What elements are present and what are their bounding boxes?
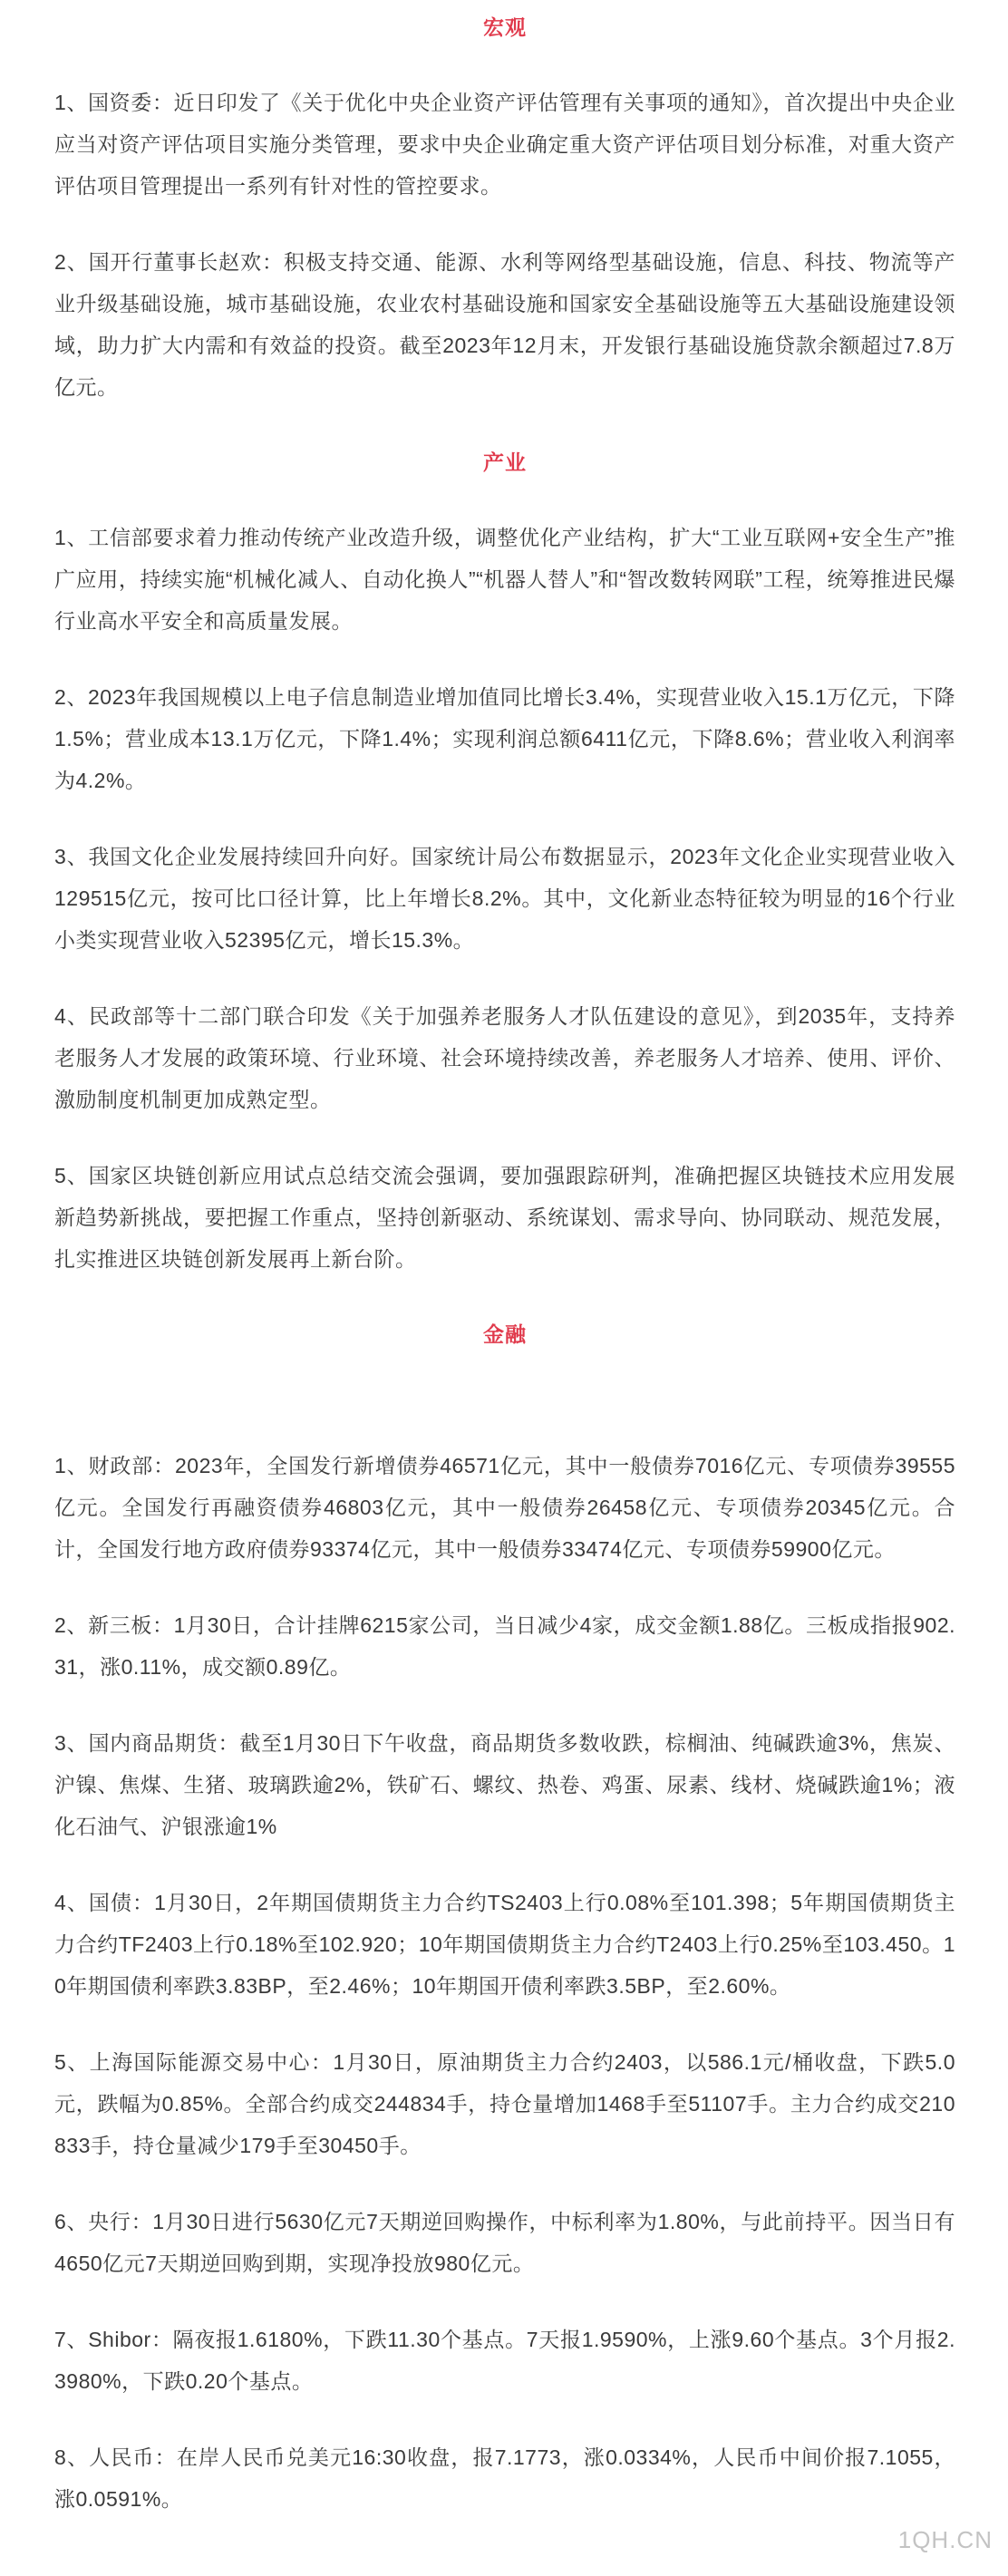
finance-paragraph-3: 3、国内商品期货：截至1月30日下午收盘，商品期货多数收跌，棕榈油、纯碱跌逾3%，焦炭、沪镍、焦煤、生猪、玻璃跌逾2%，铁矿石、螺纹、热卷、鸡蛋、尿素、线材、烧碱跌逾1%；液化石油气、沪银涨逾1% <box>54 1731 955 1838</box>
industry-paragraph-4: 4、民政部等十二部门联合印发《关于加强养老服务人才队伍建设的意见》，到2035年，支持养老服务人才发展的政策环境、行业环境、社会环境持续改善，养老服务人才培养、使用、评价、激励制度机制更加成熟定型。 <box>54 1004 955 1111</box>
finance-paragraph-5: 5、上海国际能源交易中心：1月30日，原油期货主力合约2403，以586.1元/桶收盘，下跌5.0元，跌幅为0.85%。全部合约成交244834手，持仓量增加1468手至51107手。主力合约成交210833手，持仓量减少179手至30450手。 <box>54 2050 955 2157</box>
section-title-industry: 产业 <box>483 450 527 474</box>
finance-paragraph-2: 2、新三板：1月30日，合计挂牌6215家公司，当日减少4家，成交金额1.88亿。三板成指报902.31，涨0.11%，成交额0.89亿。 <box>54 1613 955 1679</box>
finance-paragraph-7: 7、Shibor：隔夜报1.6180%，下跌11.30个基点。7天报1.9590%，上涨9.60个基点。3个月报2.3980%，下跌0.20个基点。 <box>54 2328 955 2393</box>
macro-paragraph-2: 2、国开行董事长赵欢：积极支持交通、能源、水利等网络型基础设施，信息、科技、物流等产业升级基础设施，城市基础设施，农业农村基础设施和国家安全基础设施等五大基础设施建设领域，助力扩大内需和有效益的投资。截至2023年12月末，开发银行基础设施贷款余额超过7.8万亿元。 <box>54 250 955 399</box>
industry-paragraph-3: 3、我国文化企业发展持续回升向好。国家统计局公布数据显示，2023年文化企业实现营业收入129515亿元，按可比口径计算，比上年增长8.2%。其中，文化新业态特征较为明显的16个行业小类实现营业收入52395亿元，增长15.3%。 <box>54 845 955 952</box>
section-title-macro: 宏观 <box>483 15 527 39</box>
finance-paragraph-8: 8、人民币：在岸人民币兑美元16:30收盘，报7.1773，涨0.0334%，人民币中间价报7.1055，涨0.0591%。 <box>54 2445 955 2511</box>
macro-paragraph-1: 1、国资委：近日印发了《关于优化中央企业资产评估管理有关事项的通知》，首次提出中央企业应当对资产评估项目实施分类管理，要求中央企业确定重大资产评估项目划分标准，对重大资产评估项目管理提出一系列有针对性的管控要求。 <box>54 91 955 198</box>
industry-paragraph-5: 5、国家区块链创新应用试点总结交流会强调，要加强跟踪研判，准确把握区块链技术应用发展新趋势新挑战，要把握工作重点，坚持创新驱动、系统谋划、需求导向、协同联动、规范发展，扎实推进区块链创新发展再上新台阶。 <box>54 1164 955 1271</box>
finance-paragraph-1: 1、财政部：2023年，全国发行新增债券46571亿元，其中一般债券7016亿元、专项债券39555亿元。全国发行再融资债券46803亿元，其中一般债券26458亿元、专项债券20345亿元。合计，全国发行地方政府债券93374亿元，其中一般债券33474亿元、专项债券59900亿元。 <box>54 1454 955 1561</box>
finance-paragraph-4: 4、国债：1月30日，2年期国债期货主力合约TS2403上行0.08%至101.398；5年期国债期货主力合约TF2403上行0.18%至102.920；10年期国债期货主力合约T2403上行0.25%至103.450。10年期国债利率跌3.83BP，至2.46%；10年期国开债利率跌3.5BP，至2.60%。 <box>54 1891 955 1998</box>
industry-paragraph-1: 1、工信部要求着力推动传统产业改造升级，调整优化产业结构，扩大“工业互联网+安全生产”推广应用，持续实施“机械化减人、自动化换人”“机器人替人”和“智改数转网联”工程，统筹推进民爆行业高水平安全和高质量发展。 <box>54 526 955 633</box>
finance-paragraph-6: 6、央行：1月30日进行5630亿元7天期逆回购操作，中标利率为1.80%，与此前持平。因当日有4650亿元7天期逆回购到期，实现净投放980亿元。 <box>54 2210 955 2275</box>
industry-paragraph-2: 2、2023年我国规模以上电子信息制造业增加值同比增长3.4%，实现营业收入15.1万亿元，下降1.5%；营业成本13.1万亿元，下降1.4%；实现利润总额6411亿元，下降8.6%；营业收入利润率为4.2%。 <box>54 685 955 792</box>
watermark: 1QH.CN <box>897 2526 993 2553</box>
section-title-finance: 金融 <box>483 1322 527 1346</box>
